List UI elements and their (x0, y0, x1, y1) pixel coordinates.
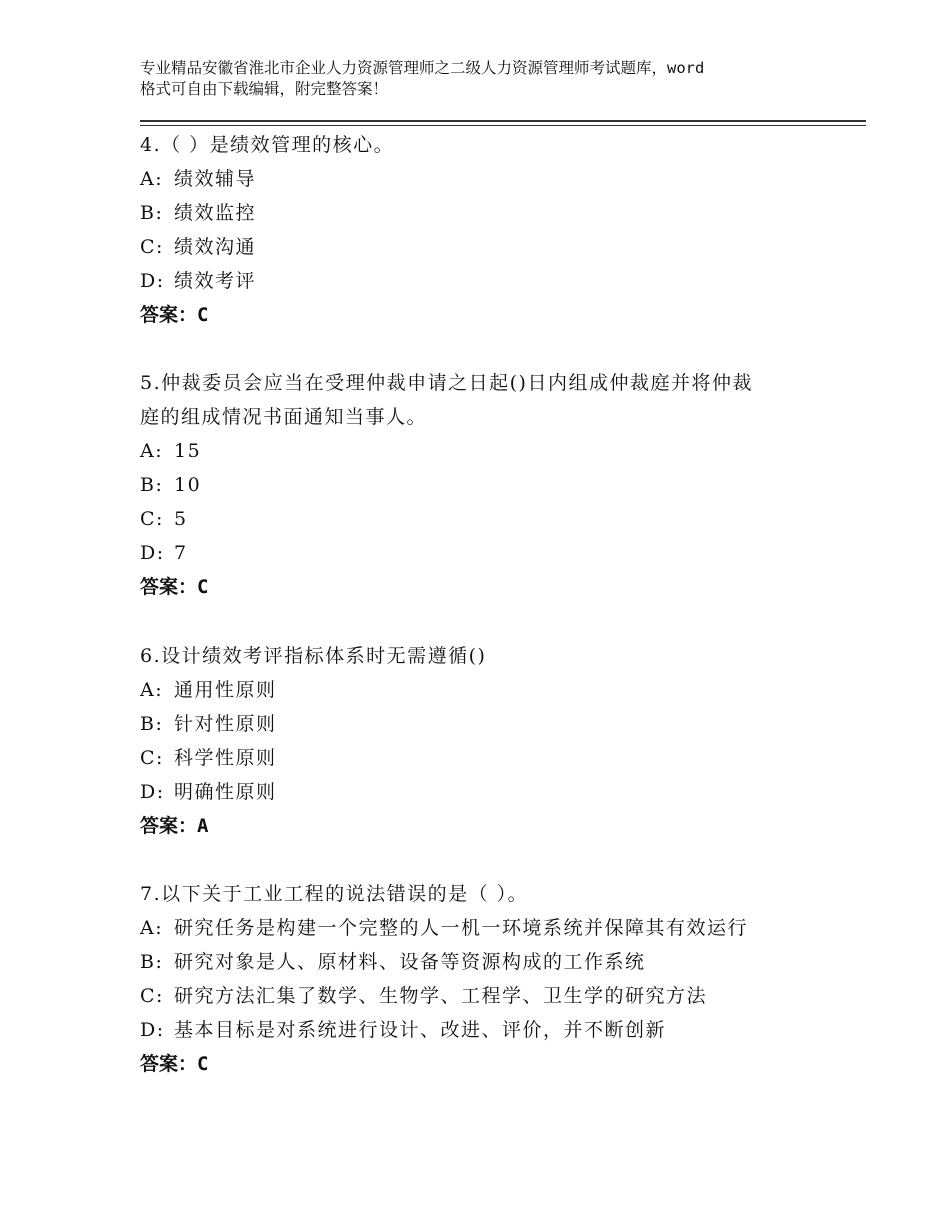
question-7 (140, 877, 840, 1081)
option-letter: B: (140, 202, 164, 224)
option-d (140, 775, 840, 809)
option-text: 研究任务是构建一个完整的人一机一环境系统并保障其有效运行 (174, 917, 749, 939)
option-b (140, 196, 840, 230)
option-d (140, 264, 840, 298)
question-stem: 5.仲裁委员会应当在受理仲裁申请之日起()日内组成仲裁庭并将仲裁 (140, 372, 753, 394)
header-line-2: 格式可自由下载编辑，附完整答案！ (140, 80, 389, 98)
option-text: 科学性原则 (174, 747, 277, 769)
question-6 (140, 639, 840, 843)
option-text: 绩效监控 (174, 202, 257, 224)
option-a (140, 434, 840, 468)
option-letter: C: (140, 236, 164, 258)
option-letter: C: (140, 985, 164, 1007)
option-letter: D: (140, 1019, 165, 1041)
option-text: 15 (174, 440, 202, 462)
option-text: 研究对象是人、原材料、设备等资源构成的工作系统 (174, 951, 646, 973)
header-divider-thin (140, 125, 866, 126)
option-text: 研究方法汇集了数学、生物学、工程学、卫生学的研究方法 (174, 985, 708, 1007)
option-text: 10 (174, 474, 202, 496)
option-letter: D: (140, 270, 165, 292)
option-a (140, 911, 840, 945)
option-text: 明确性原则 (174, 781, 277, 803)
option-text: 通用性原则 (174, 679, 277, 701)
option-text: 针对性原则 (174, 713, 277, 735)
option-b (140, 945, 840, 979)
question-5 (140, 366, 840, 604)
option-letter: B: (140, 951, 164, 973)
option-text: 绩效辅导 (174, 168, 257, 190)
answer-line: 答案：C (140, 576, 209, 598)
option-c (140, 502, 840, 536)
question-stem-continued: 庭的组成情况书面通知当事人。 (140, 406, 428, 428)
option-b (140, 468, 840, 502)
option-text: 基本目标是对系统进行设计、改进、评价，并不断创新 (174, 1019, 667, 1041)
question-stem: 4.（ ）是绩效管理的核心。 (140, 134, 395, 156)
option-letter: A: (140, 679, 164, 701)
option-letter: C: (140, 747, 164, 769)
option-text: 5 (174, 508, 188, 530)
option-letter: C: (140, 508, 164, 530)
option-letter: B: (140, 474, 164, 496)
question-stem: 6.设计绩效考评指标体系时无需遵循() (140, 645, 487, 667)
option-letter: D: (140, 542, 165, 564)
option-b (140, 707, 840, 741)
option-text: 绩效沟通 (174, 236, 257, 258)
question-stem: 7.以下关于工业工程的说法错误的是（ ）。 (140, 883, 529, 905)
option-letter: D: (140, 781, 165, 803)
option-letter: B: (140, 713, 164, 735)
option-letter: A: (140, 168, 164, 190)
option-d (140, 536, 840, 570)
option-c (140, 230, 840, 264)
option-letter: A: (140, 917, 164, 939)
header-line-1: 专业精品安徽省淮北市企业人力资源管理师之二级人力资源管理师考试题库，word (140, 59, 705, 77)
answer-line: 答案：A (140, 815, 209, 837)
option-c (140, 979, 840, 1013)
header-divider-thick (140, 120, 866, 122)
question-4 (140, 128, 840, 332)
option-letter: A: (140, 440, 164, 462)
option-c (140, 741, 840, 775)
option-a (140, 673, 840, 707)
option-text: 绩效考评 (174, 270, 257, 292)
option-d (140, 1013, 840, 1047)
document-header (140, 58, 830, 100)
option-a (140, 162, 840, 196)
answer-line: 答案：C (140, 304, 209, 326)
answer-line: 答案：C (140, 1053, 209, 1075)
option-text: 7 (174, 542, 188, 564)
